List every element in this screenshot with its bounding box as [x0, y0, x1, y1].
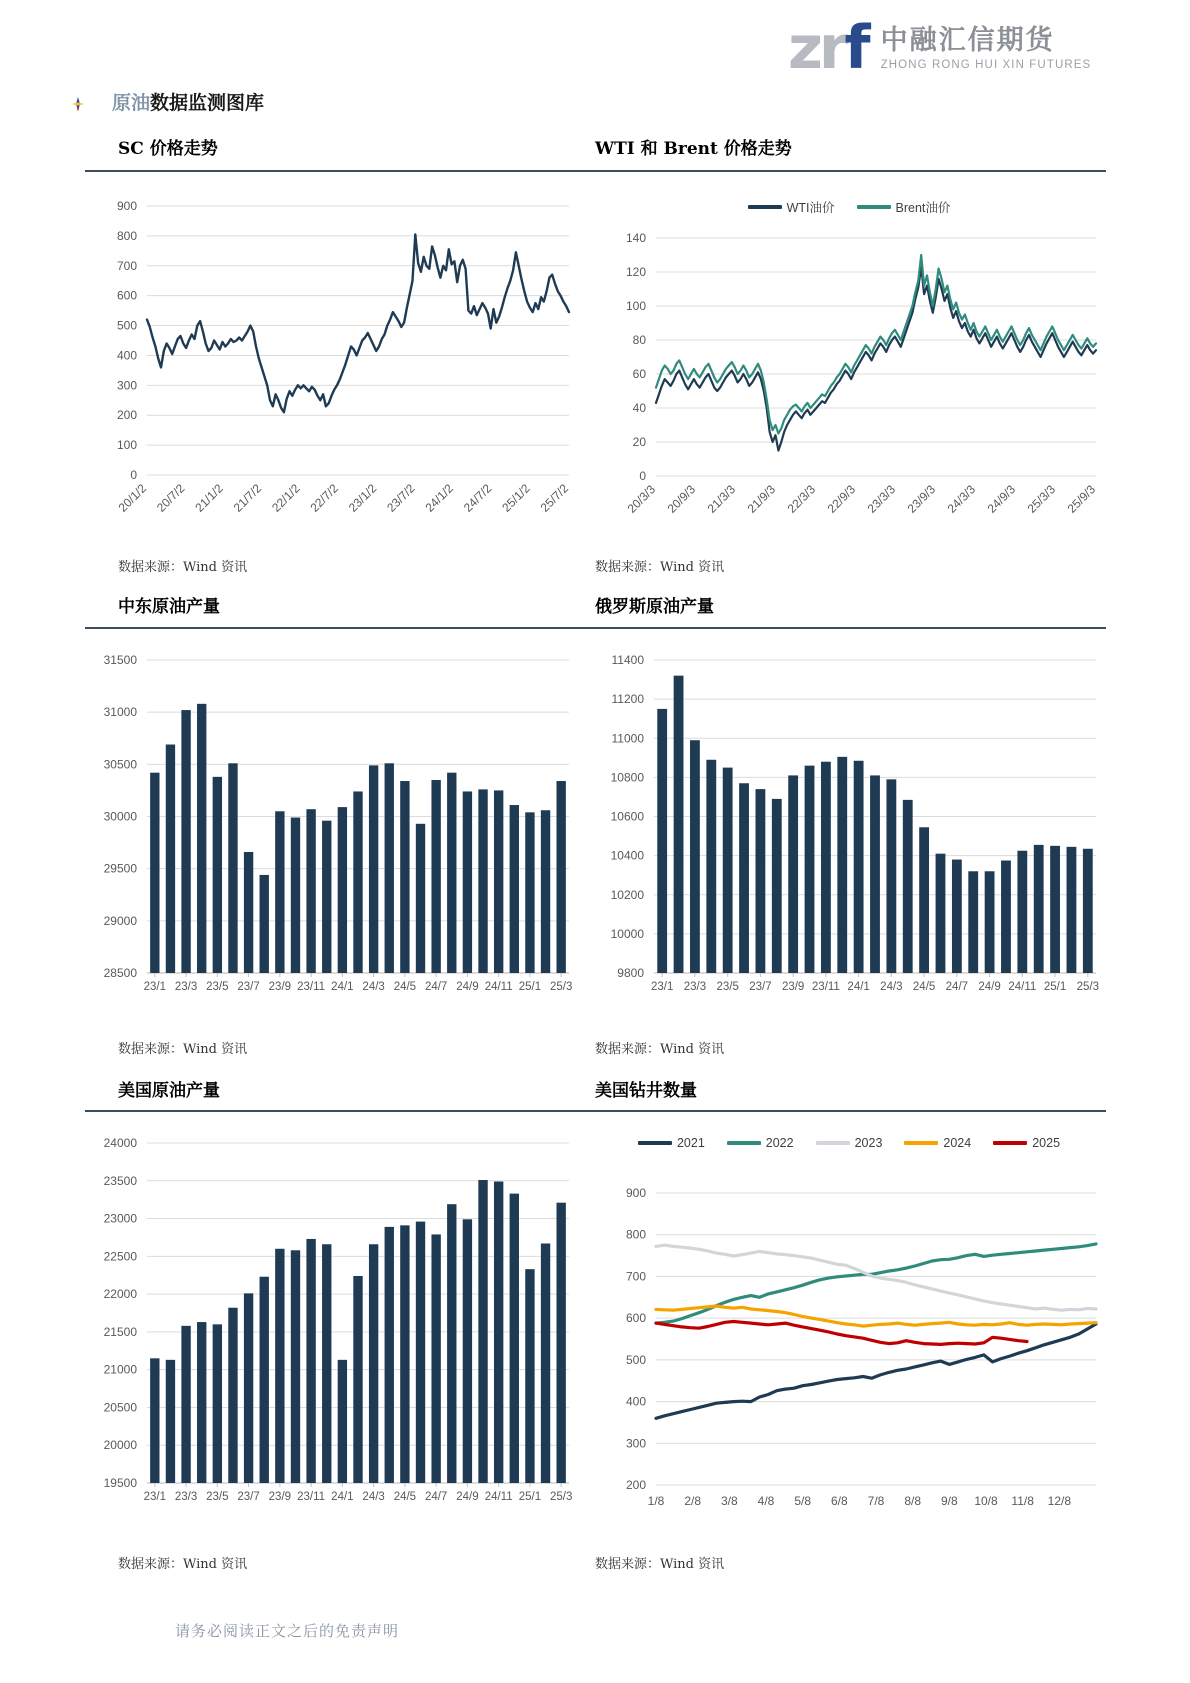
svg-text:10600: 10600 — [610, 809, 644, 824]
page-title-rest: 数据监测图库 — [150, 92, 265, 114]
svg-text:900: 900 — [116, 199, 137, 213]
svg-text:23/7/2: 23/7/2 — [384, 481, 418, 515]
company-name-cn: 中融汇信期货 — [880, 24, 1055, 56]
svg-text:2/8: 2/8 — [684, 1494, 702, 1508]
russia-production-chart — [592, 640, 1106, 1015]
svg-text:400: 400 — [116, 348, 137, 363]
svg-text:700: 700 — [116, 258, 137, 273]
mideast-production-chart — [85, 640, 577, 1015]
svg-text:200: 200 — [116, 408, 137, 423]
svg-text:23/11: 23/11 — [811, 981, 840, 993]
title-rule — [85, 627, 577, 629]
svg-text:25/1: 25/1 — [1043, 981, 1067, 993]
svg-text:24/9: 24/9 — [978, 981, 1001, 993]
svg-text:23000: 23000 — [103, 1211, 137, 1226]
legend-label: 2025 — [1032, 1136, 1061, 1150]
svg-text:0: 0 — [639, 469, 646, 483]
svg-text:200: 200 — [625, 1478, 646, 1492]
svg-text:10/8: 10/8 — [974, 1494, 998, 1508]
svg-text:24/9: 24/9 — [456, 981, 479, 993]
sc-price-chart — [85, 178, 577, 543]
svg-text:30500: 30500 — [103, 757, 137, 772]
svg-text:20/9/3: 20/9/3 — [664, 482, 699, 516]
svg-text:24/7/2: 24/7/2 — [460, 481, 495, 515]
legend-swatch — [816, 1141, 850, 1145]
legend-item — [857, 198, 951, 216]
mideast-production-plot — [85, 640, 577, 1015]
svg-text:24/9: 24/9 — [456, 1491, 479, 1503]
svg-text:23/3/3: 23/3/3 — [864, 482, 899, 516]
svg-text:11200: 11200 — [611, 692, 644, 707]
svg-text:23/1: 23/1 — [143, 1491, 167, 1503]
svg-text:300: 300 — [116, 378, 137, 393]
legend-item — [993, 1136, 1060, 1150]
x-axis-labels — [648, 1494, 1072, 1508]
svg-text:120: 120 — [625, 265, 646, 279]
wti-brent-legend — [592, 192, 1106, 222]
wti-brent-chart — [592, 192, 1106, 542]
svg-text:23/7: 23/7 — [237, 1491, 260, 1503]
legend-item — [904, 1136, 971, 1150]
logo-zr-text: zr — [788, 13, 845, 83]
svg-text:20000: 20000 — [103, 1438, 137, 1453]
svg-text:29000: 29000 — [103, 913, 137, 928]
svg-text:4/8: 4/8 — [757, 1494, 775, 1508]
svg-text:700: 700 — [625, 1269, 646, 1284]
x-axis-labels — [144, 973, 573, 993]
legend-item — [727, 1136, 794, 1150]
svg-text:22000: 22000 — [103, 1287, 137, 1302]
svg-text:24/7: 24/7 — [424, 1491, 448, 1503]
us-rig-count-chart — [592, 1125, 1106, 1525]
svg-text:31500: 31500 — [103, 653, 137, 667]
svg-text:24/7: 24/7 — [424, 981, 448, 993]
series — [150, 704, 566, 973]
svg-text:24/5: 24/5 — [912, 981, 936, 993]
svg-text:10800: 10800 — [610, 770, 644, 785]
logo-f-text: f — [844, 13, 867, 83]
logo-text — [881, 26, 1092, 71]
data-source-label: 数据来源：Wind 资讯 — [118, 1557, 248, 1572]
svg-text:23/7: 23/7 — [237, 981, 260, 993]
chart-title-us-production: 美国原油产量 — [118, 1081, 220, 1101]
data-source-label: 数据来源：Wind 资讯 — [595, 1557, 725, 1572]
svg-text:600: 600 — [625, 1311, 646, 1326]
series — [657, 676, 1092, 973]
svg-text:5/8: 5/8 — [794, 1494, 812, 1508]
chart-title-mideast: 中东原油产量 — [118, 597, 220, 617]
svg-text:23/3: 23/3 — [174, 1491, 198, 1503]
data-source-label: 数据来源：Wind 资讯 — [118, 1042, 248, 1057]
gridlines — [656, 238, 1096, 476]
svg-text:400: 400 — [625, 1394, 646, 1409]
svg-text:12/8: 12/8 — [1047, 1494, 1072, 1508]
series — [656, 1244, 1096, 1418]
svg-text:23/3: 23/3 — [174, 981, 198, 993]
svg-text:20: 20 — [632, 435, 646, 449]
svg-text:23/9: 23/9 — [268, 1491, 292, 1503]
svg-text:25/1: 25/1 — [518, 1491, 542, 1503]
chart-title-sc: SC 价格走势 — [118, 139, 218, 159]
svg-text:11400: 11400 — [611, 653, 644, 667]
legend-swatch — [727, 1141, 761, 1145]
svg-text:20500: 20500 — [103, 1400, 137, 1415]
svg-text:29500: 29500 — [103, 861, 137, 876]
legend-swatch — [638, 1141, 672, 1145]
svg-text:500: 500 — [116, 318, 137, 333]
svg-text:23/1: 23/1 — [650, 981, 674, 993]
legend-label: WTI油价 — [786, 201, 835, 215]
svg-text:24/1: 24/1 — [331, 1491, 354, 1503]
legend-item — [748, 198, 835, 216]
svg-text:23/3: 23/3 — [683, 981, 707, 993]
wti-brent-plot — [592, 222, 1106, 542]
svg-text:23/5: 23/5 — [206, 981, 229, 993]
logo-zrf-icon — [788, 13, 867, 83]
svg-text:25/3/3: 25/3/3 — [1024, 482, 1059, 516]
gridlines — [656, 1193, 1096, 1485]
x-axis-labels — [144, 1483, 573, 1503]
svg-text:30000: 30000 — [103, 809, 137, 824]
svg-text:22/1/2: 22/1/2 — [269, 481, 303, 515]
svg-text:100: 100 — [625, 299, 646, 313]
svg-text:21/3/3: 21/3/3 — [704, 482, 739, 516]
svg-text:800: 800 — [116, 228, 137, 243]
data-source-label: 数据来源：Wind 资讯 — [118, 560, 248, 575]
title-rule — [575, 170, 1106, 172]
legend-swatch — [993, 1141, 1027, 1145]
sc-price-plot — [85, 178, 577, 543]
svg-text:140: 140 — [625, 231, 646, 245]
legend-item — [816, 1136, 883, 1150]
chart-title-us-rig: 美国钻井数量 — [595, 1081, 697, 1101]
legend-item — [638, 1136, 705, 1150]
svg-text:25/7/2: 25/7/2 — [537, 481, 572, 515]
legend-swatch — [857, 205, 891, 209]
svg-text:23/11: 23/11 — [297, 981, 326, 993]
svg-text:23/7: 23/7 — [749, 981, 772, 993]
svg-text:23/5: 23/5 — [206, 1491, 229, 1503]
svg-text:31000: 31000 — [103, 705, 137, 720]
svg-text:22/9/3: 22/9/3 — [824, 482, 859, 516]
svg-text:8/8: 8/8 — [904, 1494, 922, 1508]
x-axis-labels — [625, 482, 1099, 516]
svg-text:25/1/2: 25/1/2 — [499, 481, 533, 515]
svg-text:23/9: 23/9 — [781, 981, 805, 993]
russia-production-plot — [592, 640, 1106, 1015]
svg-text:25/3: 25/3 — [549, 1491, 573, 1503]
legend-label: 2024 — [943, 1136, 972, 1150]
svg-text:100: 100 — [116, 438, 137, 453]
legend-swatch — [904, 1141, 938, 1145]
svg-text:25/9/3: 25/9/3 — [1064, 482, 1099, 516]
svg-text:25/3: 25/3 — [549, 981, 573, 993]
svg-text:21/7/2: 21/7/2 — [230, 481, 265, 515]
svg-text:24/3: 24/3 — [362, 1491, 385, 1503]
page-title-prefix: 原油 — [112, 92, 151, 114]
svg-text:20/1/2: 20/1/2 — [115, 481, 150, 515]
svg-text:24/7: 24/7 — [945, 981, 969, 993]
svg-text:23/5: 23/5 — [716, 981, 739, 993]
svg-text:23/1/2: 23/1/2 — [345, 481, 380, 515]
svg-text:21/9/3: 21/9/3 — [744, 482, 779, 516]
svg-text:21500: 21500 — [103, 1324, 137, 1339]
svg-text:23500: 23500 — [103, 1173, 137, 1188]
svg-text:80: 80 — [632, 333, 646, 347]
svg-text:9/8: 9/8 — [940, 1494, 958, 1508]
svg-text:24/9/3: 24/9/3 — [984, 482, 1019, 516]
svg-text:23/11: 23/11 — [297, 1491, 326, 1503]
svg-text:24/5: 24/5 — [393, 1491, 417, 1503]
svg-text:25/3: 25/3 — [1076, 981, 1100, 993]
svg-text:22/7/2: 22/7/2 — [307, 481, 341, 515]
svg-text:3/8: 3/8 — [720, 1494, 738, 1508]
svg-text:24/1: 24/1 — [331, 981, 354, 993]
svg-text:25/1: 25/1 — [518, 981, 542, 993]
svg-text:10400: 10400 — [610, 848, 644, 863]
us-rig-count-legend — [592, 1125, 1106, 1161]
svg-text:24/11: 24/11 — [1008, 981, 1037, 993]
company-name-en: ZHONG RONG HUI XIN FUTURES — [880, 58, 1092, 71]
chart-title-wti-brent: WTI 和 Brent 价格走势 — [595, 139, 792, 159]
svg-text:40: 40 — [632, 401, 646, 415]
section-bullet-icon — [70, 96, 86, 112]
svg-text:24/3: 24/3 — [880, 981, 903, 993]
svg-text:19500: 19500 — [103, 1476, 137, 1490]
legend-label: Brent油价 — [895, 201, 951, 215]
svg-text:20/3/3: 20/3/3 — [624, 482, 659, 516]
gridlines — [147, 206, 569, 475]
svg-text:60: 60 — [632, 367, 646, 381]
title-rule — [575, 1110, 1106, 1112]
svg-text:24/11: 24/11 — [484, 1491, 513, 1503]
legend-label: 2023 — [854, 1136, 883, 1150]
svg-text:24/3: 24/3 — [362, 981, 385, 993]
title-rule — [85, 170, 577, 172]
svg-text:800: 800 — [625, 1227, 646, 1242]
svg-text:22/3/3: 22/3/3 — [784, 482, 819, 516]
us-rig-count-plot — [592, 1161, 1106, 1525]
series — [656, 255, 1096, 451]
legend-label: 2021 — [676, 1136, 705, 1150]
us-production-chart — [85, 1125, 577, 1525]
data-source-label: 数据来源：Wind 资讯 — [595, 560, 725, 575]
svg-text:24000: 24000 — [103, 1136, 137, 1150]
svg-text:28500: 28500 — [103, 966, 137, 980]
svg-text:23/9/3: 23/9/3 — [904, 482, 939, 516]
page-title — [112, 88, 264, 115]
svg-text:7/8: 7/8 — [867, 1494, 885, 1508]
svg-text:600: 600 — [116, 288, 137, 303]
company-logo — [788, 13, 1092, 83]
svg-text:9800: 9800 — [617, 966, 644, 980]
svg-text:22500: 22500 — [103, 1249, 137, 1264]
svg-text:11/8: 11/8 — [1011, 1494, 1034, 1508]
x-axis-labels — [651, 973, 1099, 993]
legend-swatch — [748, 205, 782, 209]
chart-title-russia: 俄罗斯原油产量 — [595, 597, 714, 617]
svg-text:24/1: 24/1 — [847, 981, 870, 993]
us-production-plot — [85, 1125, 577, 1525]
title-rule — [85, 1110, 577, 1112]
svg-text:24/3/3: 24/3/3 — [944, 482, 979, 516]
svg-text:20/7/2: 20/7/2 — [153, 481, 188, 515]
svg-text:0: 0 — [130, 468, 137, 482]
svg-text:900: 900 — [625, 1186, 646, 1200]
title-rule — [575, 627, 1106, 629]
svg-text:300: 300 — [625, 1436, 646, 1451]
svg-text:21/1/2: 21/1/2 — [192, 481, 226, 515]
disclaimer-footer: 请务必阅读正文之后的免责声明 — [175, 1622, 400, 1640]
svg-text:10000: 10000 — [610, 926, 644, 941]
svg-text:24/1/2: 24/1/2 — [422, 481, 457, 515]
legend-label: 2022 — [765, 1136, 794, 1150]
svg-text:23/1: 23/1 — [143, 981, 167, 993]
svg-text:10200: 10200 — [610, 887, 644, 902]
svg-text:21000: 21000 — [103, 1362, 137, 1377]
svg-text:24/5: 24/5 — [393, 981, 417, 993]
svg-text:500: 500 — [625, 1352, 646, 1367]
x-axis-labels — [116, 481, 572, 515]
svg-text:24/11: 24/11 — [484, 981, 513, 993]
svg-text:23/9: 23/9 — [268, 981, 292, 993]
svg-text:11000: 11000 — [611, 731, 644, 746]
svg-text:1/8: 1/8 — [647, 1494, 665, 1508]
svg-text:6/8: 6/8 — [830, 1494, 848, 1508]
data-source-label: 数据来源：Wind 资讯 — [595, 1042, 725, 1057]
